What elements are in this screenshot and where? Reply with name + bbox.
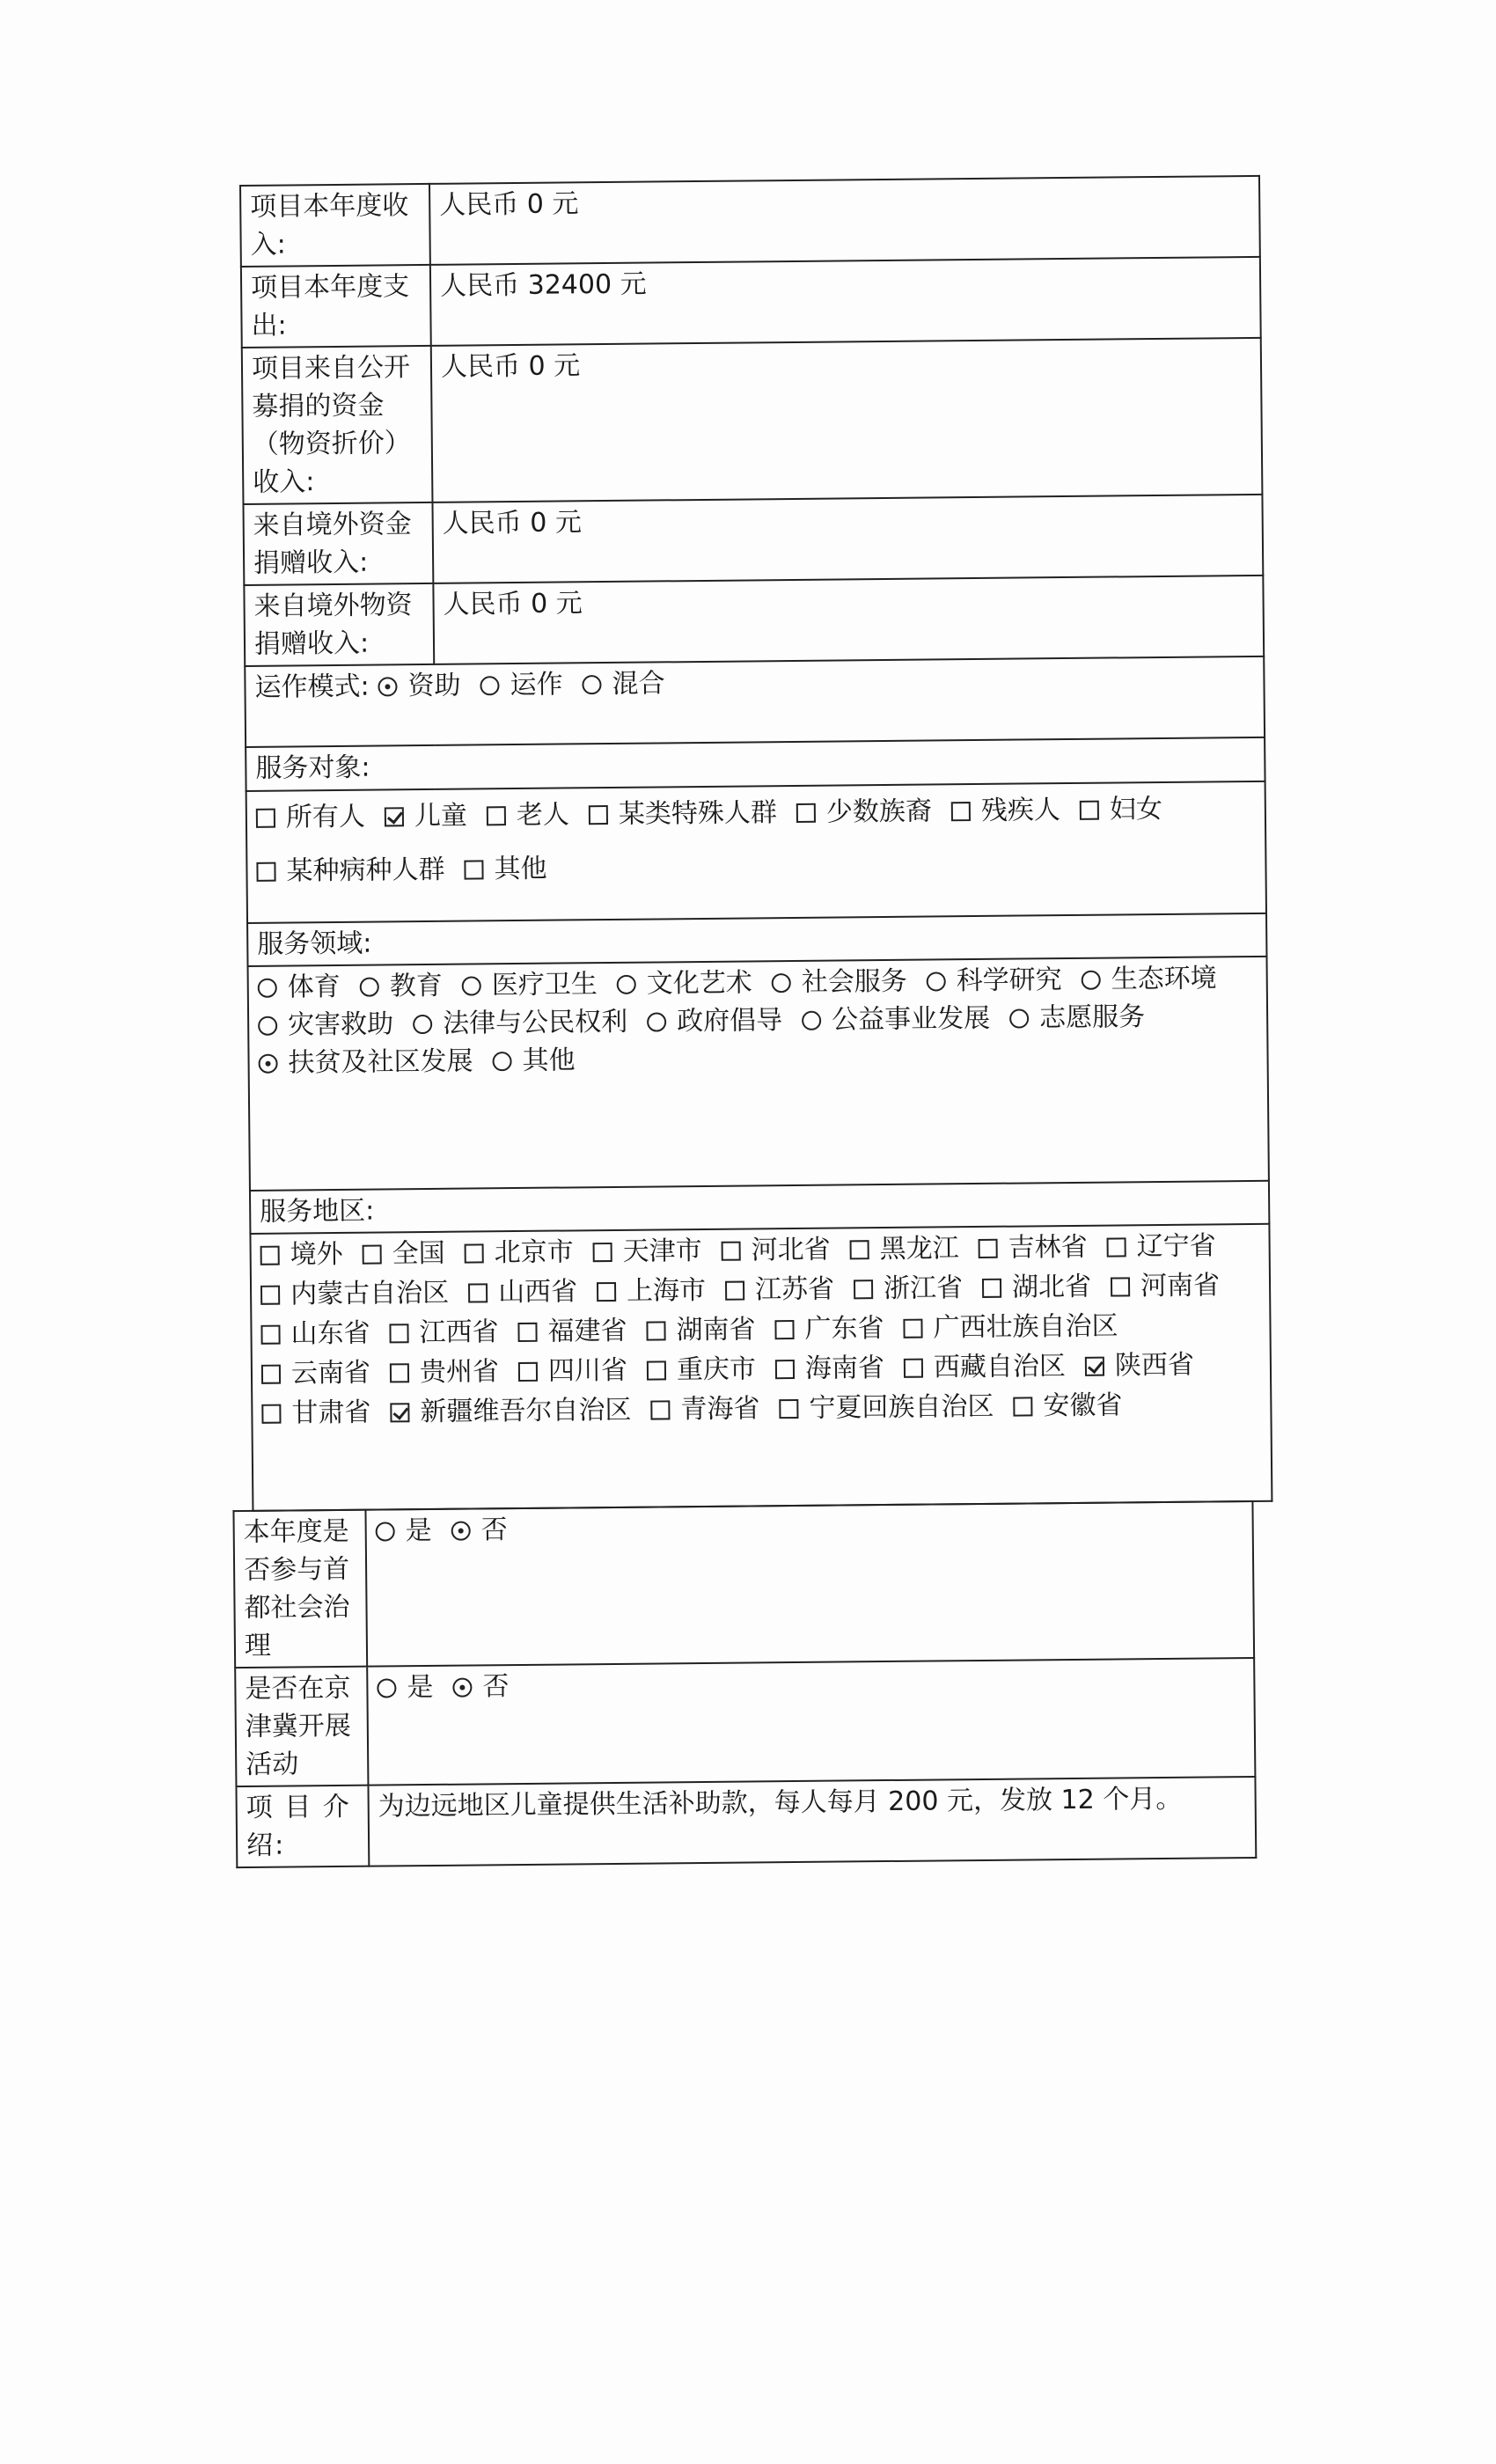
intro-text: 为边远地区儿童提供生活补助款，每人每月 200 元，发放 12 个月。	[368, 1777, 1256, 1866]
foreign-fund-label: 来自境外资金捐赠收入:	[243, 502, 433, 585]
service-region-option[interactable]	[647, 1350, 756, 1389]
service-region-option-label: 青海省	[680, 1393, 760, 1426]
service-region-option-label: 西藏自治区	[933, 1351, 1067, 1383]
foreign-goods-value: 人民币 0 元	[433, 576, 1264, 664]
operation-mode-option-label: 资助	[407, 670, 461, 702]
capital-governance-label: 本年度是否参与首都社会治理	[233, 1510, 367, 1668]
service-region-option-label: 广东省	[804, 1313, 884, 1345]
service-field-option[interactable]	[360, 967, 443, 1006]
service-region-checkbox[interactable]	[1085, 1356, 1104, 1375]
public-fundraising-label: 项目来自公开募捐的资金（物资折价）收入:	[242, 346, 433, 504]
service-region-checkbox[interactable]	[903, 1318, 922, 1338]
service-region-option[interactable]	[260, 1315, 370, 1353]
service-target-option-label: 少数族裔	[825, 796, 933, 828]
service-region-row	[250, 1224, 1272, 1511]
service-region-checkbox[interactable]	[904, 1358, 923, 1377]
service-region-option-label: 四川省	[547, 1354, 628, 1387]
service-region-checkbox[interactable]	[1107, 1237, 1126, 1257]
service-region-option-label: 江苏省	[754, 1273, 835, 1306]
service-region-option-label: 山东省	[290, 1317, 370, 1350]
operation-mode-row	[245, 656, 1265, 747]
operation-mode-radio[interactable]	[582, 675, 601, 694]
service-region-checkbox[interactable]	[261, 1364, 281, 1383]
service-region-option-label: 安徽省	[1043, 1390, 1123, 1422]
operation-mode-radio[interactable]	[378, 677, 397, 696]
capital-governance-radio[interactable]	[376, 1522, 395, 1541]
service-region-option-label: 贵州省	[419, 1356, 500, 1389]
service-region-option-label: 湖南省	[676, 1314, 756, 1346]
income-label: 项目本年度收入:	[240, 184, 430, 267]
service-target-checkbox[interactable]	[256, 808, 275, 827]
form-table	[239, 175, 1272, 1512]
service-field-radio[interactable]	[258, 978, 277, 997]
service-field-option-label: 医疗卫生	[491, 969, 598, 1001]
service-region-options	[260, 1227, 1261, 1433]
service-target-option[interactable]	[256, 798, 365, 837]
service-field-option-label: 公益事业发展	[831, 1002, 991, 1036]
intro-row	[236, 1777, 1256, 1867]
service-region-option-label: 河南省	[1140, 1270, 1221, 1302]
service-region-checkbox[interactable]	[260, 1285, 280, 1304]
service-region-option[interactable]	[517, 1312, 627, 1351]
service-field-label: 服务领域:	[247, 913, 1266, 966]
service-field-radio[interactable]	[1009, 1008, 1029, 1028]
service-field-radio[interactable]	[802, 1010, 821, 1030]
operation-mode-option[interactable]	[480, 665, 562, 704]
service-region-option[interactable]	[592, 1232, 701, 1271]
service-target-checkbox[interactable]	[487, 806, 506, 825]
service-field-option-label: 教育	[389, 970, 443, 1002]
service-region-option-label: 新疆维吾尔自治区	[420, 1394, 632, 1428]
service-target-checkbox[interactable]	[1080, 800, 1099, 819]
service-field-option-label: 生态环境	[1111, 963, 1217, 995]
service-field-radio[interactable]	[360, 977, 379, 996]
service-target-option[interactable]	[256, 851, 444, 891]
service-target-checkbox[interactable]	[589, 805, 608, 825]
service-field-radio[interactable]	[413, 1014, 432, 1033]
service-region-option[interactable]	[646, 1310, 755, 1349]
jingjinji-option-label: 是	[407, 1671, 434, 1704]
intro-label: 项 目 介 绍:	[236, 1786, 369, 1867]
service-region-option[interactable]	[261, 1394, 370, 1433]
service-region-checkbox[interactable]	[390, 1403, 409, 1422]
service-region-checkbox[interactable]	[982, 1278, 1001, 1297]
service-region-checkbox[interactable]	[518, 1361, 538, 1381]
service-region-checkbox[interactable]	[775, 1360, 795, 1379]
service-field-radio[interactable]	[258, 1016, 277, 1035]
service-region-checkbox[interactable]	[725, 1280, 744, 1300]
capital-governance-options	[375, 1504, 1243, 1550]
service-region-checkbox[interactable]	[261, 1404, 281, 1423]
service-region-option[interactable]	[650, 1390, 759, 1428]
service-region-checkbox[interactable]	[390, 1363, 409, 1382]
service-region-label: 服务地区:	[250, 1181, 1269, 1234]
service-region-checkbox[interactable]	[517, 1322, 537, 1341]
service-region-checkbox[interactable]	[722, 1241, 741, 1260]
service-field-option-label: 科学研究	[956, 964, 1062, 997]
service-region-option-label: 北京市	[494, 1236, 574, 1269]
service-region-option-label: 浙江省	[883, 1272, 964, 1305]
service-field-option[interactable]	[258, 1005, 393, 1044]
service-region-option-label: 甘肃省	[291, 1397, 371, 1429]
service-region-option-label: 全国	[392, 1237, 445, 1270]
operation-mode-option[interactable]	[378, 667, 460, 706]
service-region-cell	[250, 1224, 1272, 1511]
service-target-option[interactable]	[1080, 790, 1162, 829]
jingjinji-row	[235, 1658, 1255, 1786]
service-region-option[interactable]	[260, 1236, 342, 1274]
service-region-checkbox[interactable]	[647, 1360, 666, 1380]
service-region-option-label: 天津市	[622, 1236, 702, 1267]
service-field-option[interactable]	[492, 1041, 575, 1080]
service-field-option[interactable]	[772, 963, 907, 1001]
service-region-option-label: 上海市	[626, 1274, 707, 1307]
service-region-checkbox[interactable]	[260, 1324, 280, 1344]
service-region-option[interactable]	[390, 1353, 499, 1391]
service-region-checkbox[interactable]	[1013, 1397, 1032, 1416]
service-region-option[interactable]	[849, 1229, 958, 1268]
service-region-option-label: 云南省	[290, 1357, 371, 1390]
expense-value: 人民币 32400 元	[430, 257, 1261, 346]
service-region-checkbox[interactable]	[593, 1242, 612, 1261]
service-region-option[interactable]	[1085, 1346, 1194, 1385]
service-field-option[interactable]	[927, 961, 1062, 1000]
service-target-row	[246, 781, 1266, 923]
jingjinji-cell	[367, 1658, 1255, 1786]
jingjinji-option[interactable]	[377, 1668, 433, 1707]
service-field-option[interactable]	[1009, 998, 1145, 1037]
foreign-fund-value: 人民币 0 元	[432, 495, 1263, 583]
operation-mode-label: 运作模式:	[254, 671, 370, 703]
foreign-goods-row	[244, 576, 1264, 666]
capital-governance-option[interactable]	[375, 1512, 431, 1551]
service-region-option-label: 江西省	[419, 1316, 499, 1349]
service-field-option-label: 社会服务	[801, 965, 907, 998]
service-region-option[interactable]	[775, 1349, 884, 1388]
service-target-option[interactable]	[796, 792, 932, 831]
service-target-checkbox[interactable]	[385, 807, 404, 826]
service-region-checkbox[interactable]	[646, 1321, 665, 1340]
service-target-option-label: 妇女	[1109, 793, 1163, 825]
service-target-option-label: 某种病种人群	[286, 854, 445, 887]
service-region-option-label: 辽宁省	[1136, 1230, 1216, 1263]
expense-row	[241, 257, 1261, 348]
service-region-option[interactable]	[904, 1347, 1066, 1387]
service-target-option[interactable]	[464, 850, 546, 889]
service-field-option[interactable]	[1082, 959, 1217, 998]
service-region-checkbox[interactable]	[468, 1283, 488, 1302]
service-region-option[interactable]	[468, 1272, 577, 1311]
service-region-option[interactable]	[721, 1231, 830, 1270]
project-form	[239, 175, 1276, 1868]
service-field-radio[interactable]	[617, 974, 636, 994]
income-row	[240, 176, 1260, 267]
service-field-radio[interactable]	[258, 1053, 277, 1073]
service-field-radio[interactable]	[647, 1012, 666, 1031]
service-region-option-label: 宁夏回族自治区	[809, 1390, 994, 1424]
service-region-option[interactable]	[982, 1268, 1091, 1307]
service-field-option[interactable]	[258, 1042, 473, 1082]
service-target-checkbox[interactable]	[256, 862, 275, 881]
jingjinji-option[interactable]	[452, 1668, 509, 1706]
public-fundraising-value: 人民币 0 元	[431, 338, 1263, 502]
service-region-option-label: 广西壮族自治区	[933, 1310, 1118, 1344]
service-field-option[interactable]	[802, 1000, 990, 1039]
service-field-option-label: 法律与公民权利	[442, 1006, 628, 1039]
service-field-radio[interactable]	[492, 1052, 511, 1071]
service-region-option-label: 境外	[290, 1238, 343, 1271]
capital-governance-option-label: 否	[480, 1514, 508, 1546]
service-region-checkbox[interactable]	[650, 1400, 670, 1419]
service-region-option[interactable]	[261, 1354, 370, 1393]
jingjinji-label: 是否在京津冀开展活动	[235, 1667, 368, 1786]
service-region-option[interactable]	[260, 1274, 449, 1314]
service-region-checkbox[interactable]	[260, 1245, 280, 1265]
jingjinji-option-label: 否	[482, 1671, 510, 1703]
jingjinji-radio[interactable]	[452, 1677, 472, 1697]
service-region-checkbox[interactable]	[363, 1244, 382, 1264]
service-field-option-label: 扶贫及社区发展	[288, 1045, 473, 1079]
service-field-cell	[248, 957, 1269, 1191]
service-target-option[interactable]	[589, 794, 777, 833]
income-value: 人民币 0 元	[429, 176, 1260, 265]
service-field-radio[interactable]	[462, 976, 481, 995]
form-table-lower	[232, 1500, 1257, 1868]
service-field-options	[258, 959, 1258, 1082]
jingjinji-options	[377, 1661, 1244, 1706]
service-target-cell	[246, 781, 1266, 923]
service-target-checkbox[interactable]	[796, 803, 816, 822]
service-field-radio[interactable]	[1082, 970, 1101, 989]
service-region-option[interactable]	[978, 1228, 1087, 1267]
service-target-option-label: 老人	[516, 799, 570, 832]
service-target-option[interactable]	[951, 791, 1060, 830]
service-region-option[interactable]	[774, 1309, 884, 1348]
service-region-option[interactable]	[518, 1352, 627, 1390]
service-region-option[interactable]	[1111, 1266, 1220, 1305]
service-region-checkbox[interactable]	[597, 1281, 616, 1301]
operation-mode-option[interactable]	[582, 664, 664, 703]
service-region-checkbox[interactable]	[854, 1280, 873, 1299]
service-region-option-label: 河北省	[751, 1234, 831, 1266]
service-target-options	[256, 784, 1257, 891]
service-region-option-label: 福建省	[547, 1315, 627, 1347]
service-target-option-label: 其他	[494, 853, 547, 885]
service-field-option[interactable]	[413, 1003, 627, 1043]
service-field-option[interactable]	[462, 965, 598, 1004]
service-region-option-label: 山西省	[497, 1276, 578, 1309]
service-field-radio[interactable]	[927, 972, 946, 991]
service-field-option[interactable]	[258, 968, 341, 1007]
service-region-option[interactable]	[854, 1269, 963, 1308]
service-target-label: 服务对象:	[246, 737, 1265, 791]
service-region-option[interactable]	[597, 1272, 706, 1310]
service-field-option-label: 文化艺术	[646, 967, 752, 1000]
service-region-option-label: 湖北省	[1011, 1271, 1092, 1303]
capital-governance-option[interactable]	[451, 1511, 507, 1550]
service-field-option-label: 政府倡导	[676, 1005, 783, 1038]
capital-governance-option-label: 是	[405, 1514, 432, 1547]
service-region-option[interactable]	[389, 1313, 498, 1352]
service-region-option[interactable]	[779, 1388, 994, 1427]
service-region-option-label: 吉林省	[1008, 1231, 1088, 1264]
service-region-option[interactable]	[1106, 1227, 1215, 1265]
operation-mode-option-label: 混合	[612, 668, 665, 700]
operation-mode-cell	[245, 656, 1265, 747]
service-region-option-label: 黑龙江	[879, 1233, 959, 1265]
service-region-option-label: 海南省	[804, 1353, 885, 1384]
service-region-option[interactable]	[464, 1233, 573, 1272]
service-field-option[interactable]	[647, 1001, 782, 1040]
service-field-option[interactable]	[617, 964, 752, 1002]
capital-governance-row	[233, 1501, 1254, 1668]
service-field-option-label: 其他	[522, 1045, 576, 1076]
jingjinji-radio[interactable]	[377, 1678, 396, 1698]
service-target-option[interactable]	[487, 796, 569, 834]
capital-governance-radio[interactable]	[451, 1521, 471, 1540]
service-region-option[interactable]	[725, 1271, 834, 1309]
service-field-option-label: 志愿服务	[1038, 1001, 1146, 1034]
foreign-goods-label: 来自境外物资捐赠收入:	[244, 583, 434, 666]
service-region-checkbox[interactable]	[850, 1240, 869, 1259]
service-target-option[interactable]	[385, 797, 467, 836]
service-region-checkbox[interactable]	[779, 1398, 798, 1418]
service-region-option-label: 陕西省	[1114, 1349, 1195, 1382]
public-fundraising-row	[242, 338, 1263, 504]
service-region-checkbox[interactable]	[1111, 1277, 1130, 1296]
operation-mode-options	[378, 664, 684, 705]
expense-label: 项目本年度支出:	[241, 265, 431, 348]
service-region-checkbox[interactable]	[979, 1238, 998, 1258]
service-region-option-label: 内蒙古自治区	[290, 1277, 450, 1310]
service-region-checkbox[interactable]	[465, 1243, 484, 1263]
service-field-radio[interactable]	[772, 973, 791, 993]
service-region-option[interactable]	[903, 1307, 1118, 1346]
foreign-fund-row	[243, 495, 1263, 585]
operation-mode-radio[interactable]	[480, 676, 499, 695]
service-region-option[interactable]	[390, 1391, 631, 1432]
service-target-option-label: 所有人	[285, 801, 366, 833]
service-region-option[interactable]	[362, 1235, 444, 1273]
service-field-option-label: 灾害救助	[288, 1008, 394, 1041]
operation-mode-option-label: 运作	[510, 669, 563, 701]
service-target-checkbox[interactable]	[951, 802, 971, 821]
service-field-option-label: 体育	[287, 971, 341, 1003]
service-region-checkbox[interactable]	[389, 1324, 408, 1343]
service-region-checkbox[interactable]	[774, 1320, 794, 1339]
service-field-row	[248, 957, 1269, 1191]
service-target-option-label: 残疾人	[980, 795, 1061, 826]
capital-governance-cell	[365, 1501, 1254, 1667]
service-region-option[interactable]	[1013, 1386, 1122, 1425]
service-target-checkbox[interactable]	[464, 860, 483, 879]
service-target-option-label: 某类特殊人群	[618, 797, 778, 830]
service-region-option-label: 重庆市	[676, 1353, 757, 1386]
service-target-option-label: 儿童	[414, 800, 468, 832]
